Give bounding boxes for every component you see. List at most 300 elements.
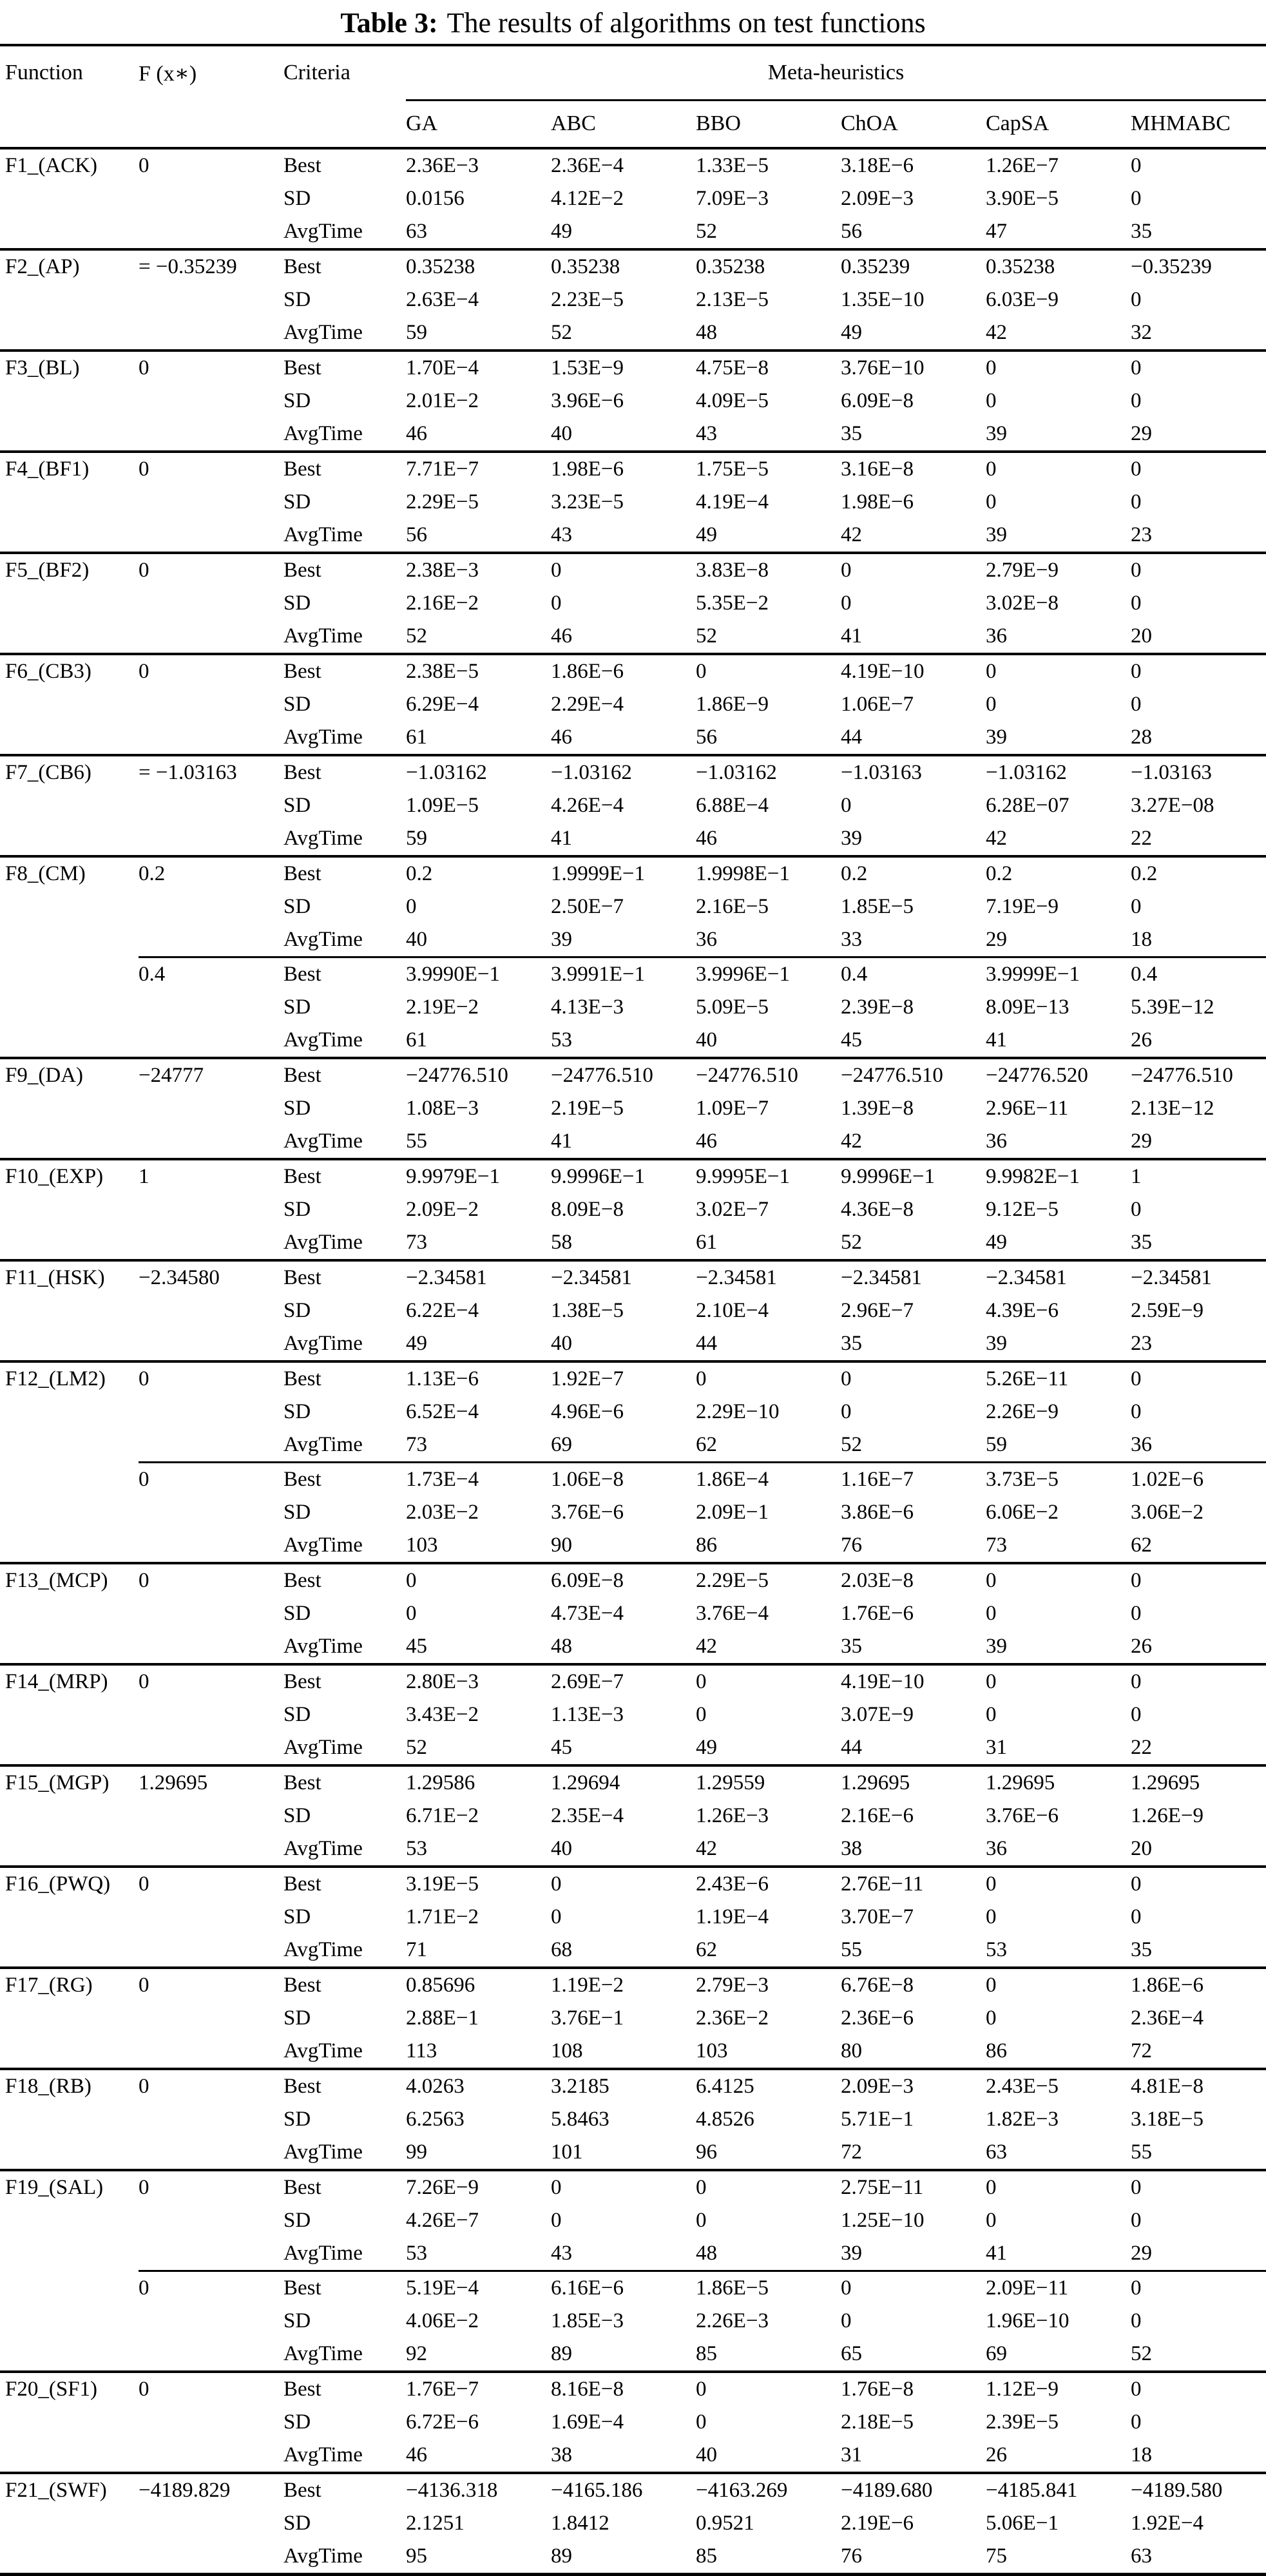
value-bbo: 43: [696, 422, 717, 445]
function-name: [0, 2136, 139, 2170]
criteria-label: AvgTime: [283, 1231, 363, 1254]
value-capsa: 36: [986, 624, 1007, 648]
value-choa: 72: [841, 2140, 862, 2164]
col-header-bbo: BBO: [696, 111, 741, 136]
value-choa: 4.36E−8: [841, 1198, 914, 1221]
value-mhmabc: 0: [1131, 187, 1142, 210]
value-ga: 2.1251: [406, 2512, 465, 2535]
col-header-abc: ABC: [551, 111, 596, 136]
table-row: [0, 721, 1266, 755]
value-ga: 45: [406, 1635, 427, 1658]
fstar-value: 0: [139, 1463, 283, 1497]
value-abc: 2.23E−5: [551, 288, 624, 311]
value-mhmabc: 5.39E−12: [1131, 995, 1214, 1019]
function-name: F2_(AP): [0, 249, 139, 284]
function-name: [0, 2271, 139, 2305]
value-abc: 1.13E−3: [551, 1703, 624, 1726]
value-choa: 0: [841, 1361, 986, 1396]
fstar-value: [139, 721, 283, 755]
fstar-value: [139, 1731, 283, 1765]
criteria-label: SD: [283, 1804, 311, 1827]
value-abc: 40: [551, 1837, 572, 1860]
fstar-value: [139, 2103, 283, 2136]
value-bbo: 3.9996E−1: [696, 957, 841, 992]
value-choa: 45: [841, 1028, 862, 1052]
value-abc: 46: [551, 726, 572, 749]
criteria-label: AvgTime: [283, 422, 363, 445]
value-capsa: 7.19E−9: [986, 895, 1059, 918]
value-abc: 52: [551, 321, 572, 344]
table-row: [0, 755, 1266, 789]
criteria-label: Best: [283, 1260, 406, 1294]
value-mhmabc: 1.92E−4: [1131, 2512, 1204, 2535]
value-mhmabc: 72: [1131, 2039, 1152, 2062]
table-row: [0, 2406, 1266, 2439]
table-row: [0, 654, 1266, 688]
value-capsa: 0: [986, 1664, 1131, 1698]
function-name: [0, 1294, 139, 1327]
value-bbo: 3.02E−7: [696, 1198, 769, 1221]
value-capsa: 3.90E−5: [986, 187, 1059, 210]
value-choa: 2.09E−3: [841, 2069, 986, 2103]
value-bbo: 2.10E−4: [696, 1299, 769, 1322]
function-name: F10_(EXP): [0, 1159, 139, 1193]
value-abc: −4165.186: [551, 2473, 696, 2507]
table-row: [0, 148, 1266, 182]
value-bbo: 0: [696, 1361, 841, 1396]
criteria-label: SD: [283, 1400, 311, 1423]
value-mhmabc: 0: [1131, 1400, 1142, 1423]
value-choa: 42: [841, 1129, 862, 1153]
value-bbo: 0: [696, 2372, 841, 2406]
value-choa: 41: [841, 624, 862, 648]
value-abc: 40: [551, 422, 572, 445]
value-mhmabc: 0: [1131, 2170, 1266, 2204]
function-name: [0, 2237, 139, 2271]
value-ga: 1.71E−2: [406, 1905, 479, 1928]
value-capsa: 6.06E−2: [986, 1501, 1059, 1524]
value-capsa: 9.12E−5: [986, 1198, 1059, 1221]
value-bbo: 49: [696, 523, 717, 546]
value-bbo: 4.19E−4: [696, 490, 769, 514]
value-abc: 4.13E−3: [551, 995, 624, 1019]
value-mhmabc: 4.81E−8: [1131, 2069, 1266, 2103]
table-row: [0, 2338, 1266, 2372]
value-mhmabc: 2.36E−4: [1131, 2006, 1204, 2030]
value-ga: 9.9979E−1: [406, 1159, 551, 1193]
fstar-value: = −0.35239: [139, 249, 283, 284]
value-capsa: 0: [986, 1602, 997, 1625]
value-mhmabc: 1.29695: [1131, 1765, 1266, 1800]
value-bbo: 0: [696, 2410, 707, 2434]
function-block-F14_(MRP): [0, 1664, 1266, 1765]
function-name: [0, 385, 139, 418]
value-mhmabc: 0: [1131, 1602, 1142, 1625]
value-mhmabc: 0: [1131, 553, 1266, 587]
function-block-F4_(BF1): [0, 452, 1266, 553]
value-capsa: 0.2: [986, 856, 1131, 890]
value-ga: 4.0263: [406, 2069, 551, 2103]
value-choa: 39: [841, 2242, 862, 2265]
value-mhmabc: 0: [1131, 1361, 1266, 1396]
value-bbo: 7.09E−3: [696, 187, 769, 210]
function-name: [0, 1901, 139, 1934]
value-abc: −1.03162: [551, 755, 696, 789]
function-name: [0, 215, 139, 249]
fstar-value: [139, 1832, 283, 1867]
value-bbo: 2.43E−6: [696, 1867, 841, 1901]
function-name: F1_(ACK): [5, 154, 98, 177]
value-capsa: 0: [986, 2170, 1131, 2204]
table-row: [0, 587, 1266, 620]
value-bbo: 4.8526: [696, 2108, 754, 2131]
value-bbo: 6.4125: [696, 2069, 841, 2103]
value-choa: 1.76E−8: [841, 2372, 986, 2406]
table-row: [0, 991, 1266, 1024]
value-capsa: 0: [986, 2006, 997, 2030]
function-name: [0, 486, 139, 519]
value-bbo: 3.83E−8: [696, 553, 841, 587]
criteria-label: Best: [283, 1463, 406, 1497]
value-bbo: 3.76E−4: [696, 1602, 769, 1625]
value-capsa: 29: [986, 928, 1007, 951]
value-bbo: 40: [696, 2443, 717, 2466]
function-block-F19_(SAL): [0, 2170, 1266, 2271]
table-row: [0, 1765, 1266, 1800]
value-abc: 40: [551, 1332, 572, 1355]
value-mhmabc: 0: [1131, 895, 1142, 918]
value-ga: 0.85696: [406, 1968, 551, 2002]
value-choa: 33: [841, 928, 862, 951]
value-abc: 8.09E−8: [551, 1198, 624, 1221]
col-header-fstar: F (x∗): [139, 62, 197, 86]
function-name: [0, 2002, 139, 2035]
col-header-function: Function: [5, 61, 83, 84]
value-mhmabc: 0: [1131, 1905, 1142, 1928]
function-block-F8_(CM): [0, 957, 1266, 1059]
criteria-label: SD: [283, 2410, 311, 2434]
function-block-F2_(AP): [0, 249, 1266, 351]
value-ga: 59: [406, 827, 427, 850]
value-ga: 6.72E−6: [406, 2410, 479, 2434]
value-ga: 4.06E−2: [406, 2309, 479, 2332]
fstar-value: 0: [139, 1361, 283, 1396]
fstar-value: [139, 284, 283, 316]
criteria-label: Best: [283, 2271, 406, 2305]
value-ga: 4.26E−7: [406, 2209, 479, 2232]
value-abc: 49: [551, 220, 572, 243]
criteria-label: AvgTime: [283, 2443, 363, 2466]
value-ga: 0.0156: [406, 187, 465, 210]
function-name: [0, 957, 139, 992]
value-bbo: 0.35238: [696, 249, 841, 284]
value-choa: 49: [841, 321, 862, 344]
value-bbo: 52: [696, 624, 717, 648]
value-capsa: 1.12E−9: [986, 2372, 1131, 2406]
fstar-value: [139, 620, 283, 654]
value-abc: 0: [551, 591, 562, 615]
criteria-label: SD: [283, 1097, 311, 1120]
value-ga: 52: [406, 1736, 427, 1759]
value-abc: 2.50E−7: [551, 895, 624, 918]
value-capsa: 1.29695: [986, 1765, 1131, 1800]
value-mhmabc: −2.34581: [1131, 1260, 1266, 1294]
value-abc: 1.8412: [551, 2512, 609, 2535]
value-mhmabc: 0: [1131, 1703, 1142, 1726]
value-capsa: 2.09E−11: [986, 2271, 1131, 2305]
function-block-F6_(CB3): [0, 654, 1266, 755]
function-block-F9_(DA): [0, 1058, 1266, 1159]
table-row: [0, 2507, 1266, 2540]
table-row: [0, 1428, 1266, 1463]
fstar-value: 0: [139, 553, 283, 587]
value-bbo: 9.9995E−1: [696, 1159, 841, 1193]
table-row: [0, 2439, 1266, 2473]
value-choa: 3.86E−6: [841, 1501, 914, 1524]
value-abc: 1.69E−4: [551, 2410, 624, 2434]
value-ga: 73: [406, 1231, 427, 1254]
table-row: [0, 2136, 1266, 2170]
value-capsa: 2.39E−5: [986, 2410, 1059, 2434]
value-ga: 73: [406, 1433, 427, 1456]
value-mhmabc: 0: [1131, 389, 1142, 412]
table-row: [0, 1630, 1266, 1664]
fstar-value: −24777: [139, 1058, 283, 1092]
value-mhmabc: 29: [1131, 422, 1152, 445]
value-ga: 1.08E−3: [406, 1097, 479, 1120]
value-bbo: −2.34581: [696, 1260, 841, 1294]
value-ga: 6.52E−4: [406, 1400, 479, 1423]
value-choa: 1.35E−10: [841, 288, 925, 311]
value-choa: 3.70E−7: [841, 1905, 914, 1928]
value-bbo: 1.26E−3: [696, 1804, 769, 1827]
criteria-label: Best: [283, 755, 406, 789]
fstar-value: [139, 1630, 283, 1664]
value-capsa: 2.79E−9: [986, 553, 1131, 587]
function-block-F12_(LM2): [0, 1463, 1266, 1564]
fstar-value: [139, 1092, 283, 1125]
fstar-value: 0.2: [139, 856, 283, 890]
fstar-value: = −1.03163: [139, 755, 283, 789]
fstar-value: [139, 2305, 283, 2338]
fstar-value: −4189.829: [139, 2473, 283, 2507]
table-row: [0, 1260, 1266, 1294]
criteria-label: SD: [283, 389, 311, 412]
value-choa: 39: [841, 827, 862, 850]
criteria-label: Best: [283, 2372, 406, 2406]
table-row: [0, 2473, 1266, 2507]
function-name: F5_(BF2): [0, 553, 139, 587]
criteria-label: AvgTime: [283, 1837, 363, 1860]
value-bbo: 40: [696, 1028, 717, 1052]
col-header-criteria: Criteria: [283, 61, 350, 84]
table-row: [0, 486, 1266, 519]
value-bbo: 4.09E−5: [696, 389, 769, 412]
value-abc: 2.35E−4: [551, 1804, 624, 1827]
results-table: [0, 44, 1266, 2576]
function-block-F1_(ACK): [0, 148, 1266, 249]
value-mhmabc: 0: [1131, 1563, 1266, 1597]
fstar-value: [139, 1024, 283, 1058]
table-row: [0, 856, 1266, 890]
value-choa: 1.25E−10: [841, 2209, 925, 2232]
value-mhmabc: 23: [1131, 1332, 1152, 1355]
value-ga: 113: [406, 2039, 437, 2062]
fstar-value: [139, 587, 283, 620]
value-mhmabc: 0.4: [1131, 957, 1266, 992]
function-name: [0, 519, 139, 553]
value-abc: 9.9996E−1: [551, 1159, 696, 1193]
table-row: [0, 2305, 1266, 2338]
value-bbo: 48: [696, 321, 717, 344]
value-abc: 41: [551, 827, 572, 850]
fstar-value: [139, 2540, 283, 2575]
function-name: F8_(CM): [0, 856, 139, 890]
value-capsa: 0.35238: [986, 249, 1131, 284]
value-mhmabc: 63: [1131, 2544, 1152, 2568]
table-row: [0, 2170, 1266, 2204]
value-capsa: 0: [986, 389, 997, 412]
value-abc: 4.96E−6: [551, 1400, 624, 1423]
value-bbo: 85: [696, 2544, 717, 2568]
value-ga: 2.03E−2: [406, 1501, 479, 1524]
criteria-label: Best: [283, 1867, 406, 1901]
value-capsa: 9.9982E−1: [986, 1159, 1131, 1193]
value-capsa: 53: [986, 1938, 1007, 1961]
fstar-value: [139, 1294, 283, 1327]
value-mhmabc: −4189.580: [1131, 2473, 1266, 2507]
function-name: [0, 2103, 139, 2136]
value-ga: 99: [406, 2140, 427, 2164]
criteria-label: AvgTime: [283, 1129, 363, 1153]
value-bbo: 2.26E−3: [696, 2309, 769, 2332]
value-ga: 55: [406, 1129, 427, 1153]
table-row: [0, 553, 1266, 587]
function-name: F12_(LM2): [0, 1361, 139, 1396]
value-abc: 53: [551, 1028, 572, 1052]
value-choa: 0: [841, 1400, 852, 1423]
value-abc: 5.8463: [551, 2108, 609, 2131]
value-bbo: 56: [696, 726, 717, 749]
value-ga: 0: [406, 1602, 417, 1625]
fstar-value: [139, 923, 283, 957]
value-ga: 5.19E−4: [406, 2271, 551, 2305]
criteria-label: SD: [283, 1198, 311, 1221]
value-abc: 45: [551, 1736, 572, 1759]
table-row: [0, 1832, 1266, 1867]
fstar-value: [139, 789, 283, 822]
value-capsa: 0: [986, 1867, 1131, 1901]
table-row: [0, 284, 1266, 316]
value-choa: 2.16E−6: [841, 1804, 914, 1827]
value-capsa: 0: [986, 2209, 997, 2232]
value-choa: 4.19E−10: [841, 654, 986, 688]
value-bbo: 2.29E−10: [696, 1400, 780, 1423]
value-ga: 7.26E−9: [406, 2170, 551, 2204]
criteria-label: SD: [283, 591, 311, 615]
value-capsa: 2.26E−9: [986, 1400, 1059, 1423]
value-bbo: 46: [696, 1129, 717, 1153]
value-bbo: 44: [696, 1332, 717, 1355]
value-choa: 0: [841, 2271, 986, 2305]
table-row: [0, 1058, 1266, 1092]
value-abc: 43: [551, 2242, 572, 2265]
table-row: [0, 1563, 1266, 1597]
value-bbo: 4.75E−8: [696, 351, 841, 385]
value-ga: −1.03162: [406, 755, 551, 789]
value-ga: 1.09E−5: [406, 794, 479, 817]
fstar-value: [139, 1428, 283, 1463]
function-name: [0, 822, 139, 856]
value-abc: 48: [551, 1635, 572, 1658]
value-bbo: 36: [696, 928, 717, 951]
value-choa: −2.34581: [841, 1260, 986, 1294]
function-name: [0, 1597, 139, 1630]
value-abc: 2.29E−4: [551, 693, 624, 716]
value-capsa: 39: [986, 1332, 1007, 1355]
col-header-ga: GA: [406, 111, 438, 136]
criteria-label: SD: [283, 2108, 311, 2131]
value-bbo: 2.16E−5: [696, 895, 769, 918]
value-mhmabc: 1: [1131, 1159, 1266, 1193]
criteria-label: Best: [283, 452, 406, 486]
value-bbo: 1.09E−7: [696, 1097, 769, 1120]
value-choa: 2.03E−8: [841, 1563, 986, 1597]
value-ga: 2.36E−3: [406, 154, 479, 177]
value-mhmabc: 35: [1131, 220, 1152, 243]
value-capsa: −2.34581: [986, 1260, 1131, 1294]
value-mhmabc: 0: [1131, 1198, 1142, 1221]
value-abc: 2.19E−5: [551, 1097, 624, 1120]
value-capsa: 63: [986, 2140, 1007, 2164]
value-choa: 1.06E−7: [841, 693, 914, 716]
fstar-value: [139, 1698, 283, 1731]
function-name: F14_(MRP): [0, 1664, 139, 1698]
value-ga: 40: [406, 928, 427, 951]
value-ga: 6.22E−4: [406, 1299, 479, 1322]
fstar-value: 1: [139, 1159, 283, 1193]
value-ga: 2.80E−3: [406, 1664, 551, 1698]
value-choa: −4189.680: [841, 2473, 986, 2507]
value-bbo: 0: [696, 2209, 707, 2232]
criteria-label: AvgTime: [283, 2039, 363, 2062]
value-mhmabc: 3.18E−5: [1131, 2108, 1204, 2131]
function-name: [0, 1327, 139, 1361]
function-name: F19_(SAL): [0, 2170, 139, 2204]
value-ga: 1.13E−6: [406, 1361, 551, 1396]
value-ga: 2.63E−4: [406, 288, 479, 311]
value-capsa: −1.03162: [986, 755, 1131, 789]
value-mhmabc: 29: [1131, 2242, 1152, 2265]
fstar-value: [139, 2204, 283, 2237]
value-bbo: 2.29E−5: [696, 1563, 841, 1597]
value-capsa: 36: [986, 1837, 1007, 1860]
value-mhmabc: −0.35239: [1131, 249, 1266, 284]
table-row: [0, 182, 1266, 215]
value-ga: 49: [406, 1332, 427, 1355]
table-row: [0, 1327, 1266, 1361]
value-bbo: 1.86E−9: [696, 693, 769, 716]
fstar-value: [139, 1125, 283, 1159]
table-row: [0, 452, 1266, 486]
table-row: [0, 2271, 1266, 2305]
value-capsa: 39: [986, 523, 1007, 546]
fstar-value: [139, 2136, 283, 2170]
value-capsa: 1.26E−7: [986, 154, 1059, 177]
criteria-label: Best: [283, 856, 406, 890]
value-bbo: 103: [696, 2039, 728, 2062]
fstar-value: [139, 2507, 283, 2540]
